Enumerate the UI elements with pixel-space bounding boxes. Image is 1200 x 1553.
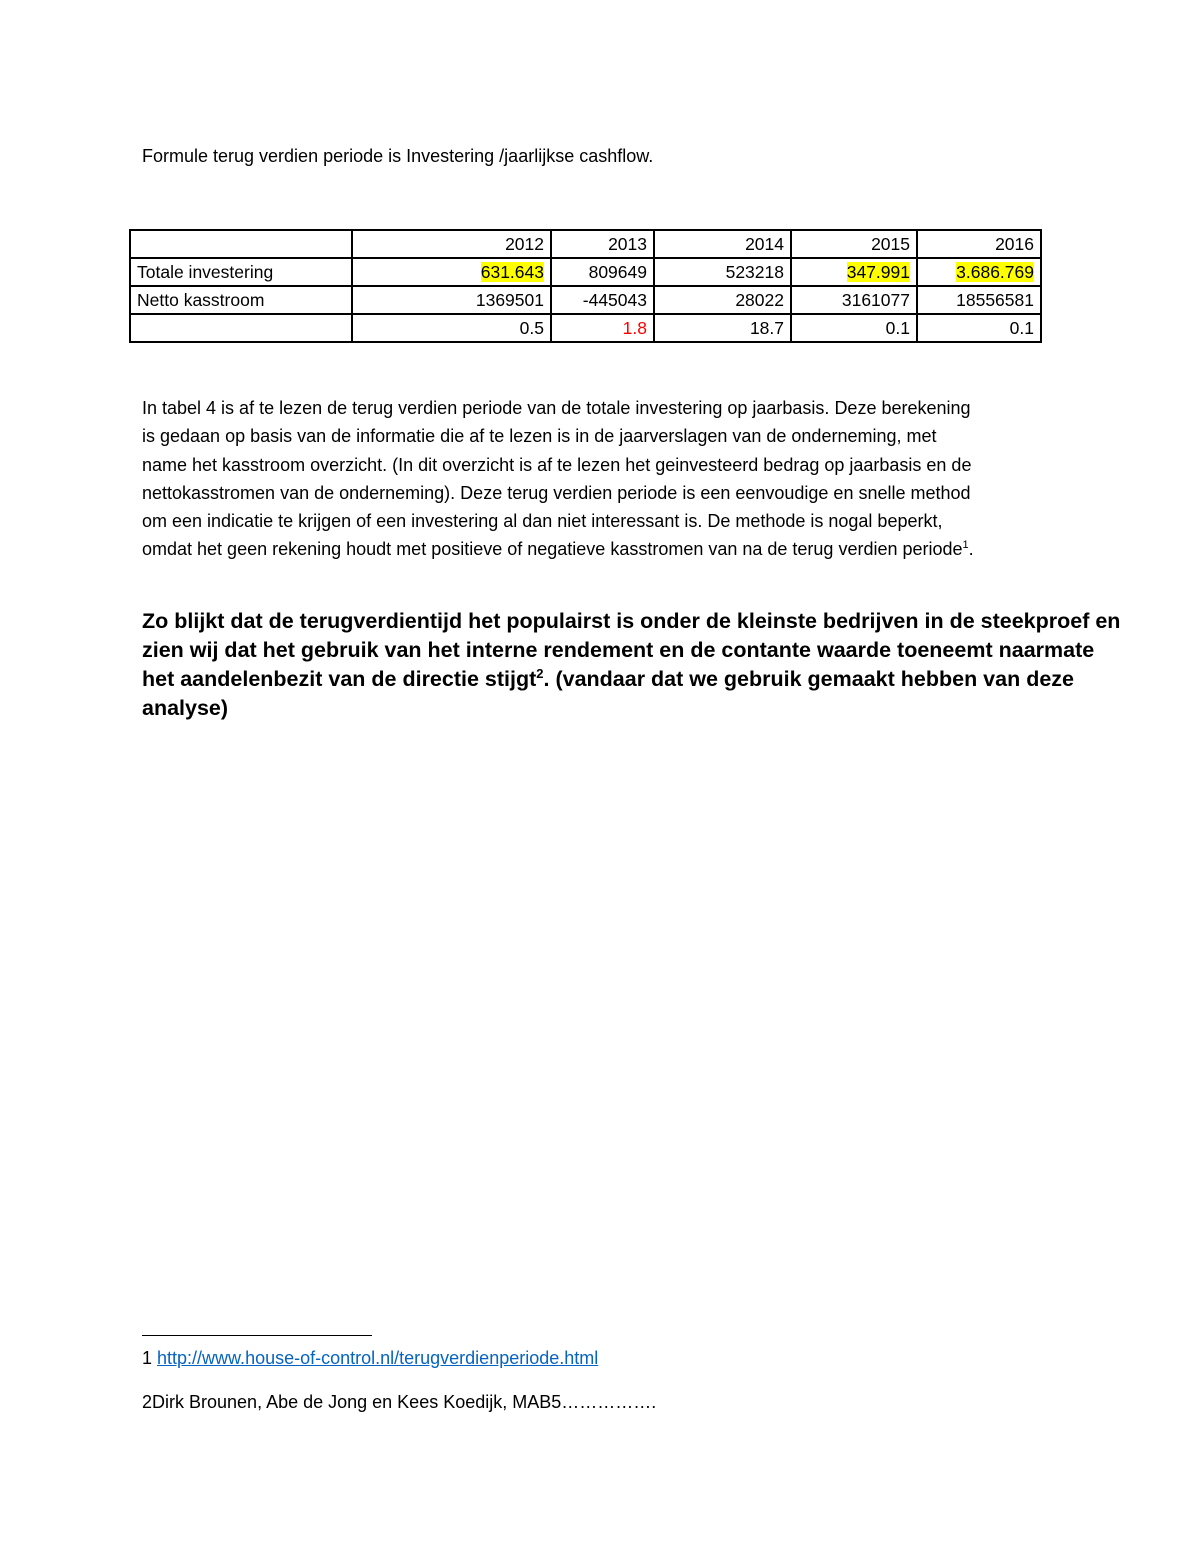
paragraph-line: name het kasstroom overzicht. (In dit overzicht is af te lezen het geinvesteerd bedrag op jaarbasis en de xyxy=(142,454,972,475)
row-label xyxy=(130,314,352,342)
footnote-2 xyxy=(142,1390,656,1414)
table-row xyxy=(130,314,1041,342)
row-label: Netto kasstroom xyxy=(130,286,352,314)
footnote-reference[interactable]: 2 xyxy=(536,665,544,681)
table-header-cell: 2012 xyxy=(352,230,551,258)
table-header-cell: 2015 xyxy=(791,230,917,258)
table-header-cell: 2014 xyxy=(654,230,791,258)
bold-paragraph-line: Zo blijkt dat de terugverdientijd het populairst is onder de kleinste bedrijven in de steekproef en xyxy=(142,609,1121,633)
table-row xyxy=(130,286,1041,314)
table-cell: 28022 xyxy=(654,286,791,314)
table-cell: 1369501 xyxy=(352,286,551,314)
paragraph-line: nettokasstromen van de onderneming). Deze terug verdien periode is een eenvoudige en snelle method xyxy=(142,482,971,503)
table-row xyxy=(130,258,1041,286)
bold-paragraph-text: het aandelenbezit van de directie stijgt xyxy=(142,667,537,691)
footnote-reference[interactable]: 1 xyxy=(962,539,969,552)
table-cell: 3161077 xyxy=(791,286,917,314)
highlighted-value: 347.991 xyxy=(846,262,910,282)
body-paragraph xyxy=(142,394,1062,564)
table-cell: 523218 xyxy=(654,258,791,286)
table-cell: 0.1 xyxy=(917,314,1041,342)
row-label: Totale investering xyxy=(130,258,352,286)
table-cell: 18.7 xyxy=(654,314,791,342)
paragraph-line: In tabel 4 is af te lezen de terug verdien periode van de totale investering op jaarbasis. Deze berekening xyxy=(142,398,971,418)
paragraph-end: . xyxy=(968,539,974,560)
bold-paragraph-line: analyse) xyxy=(142,696,229,720)
table-header-row xyxy=(130,230,1041,258)
table-cell: 0.1 xyxy=(791,314,917,342)
table-cell: 0.5 xyxy=(352,314,551,342)
payback-table xyxy=(129,229,1042,343)
paragraph-line-last xyxy=(142,535,1062,563)
formula-line: Formule terug verdien periode is Investering /jaarlijkse cashflow. xyxy=(142,146,654,166)
table-cell xyxy=(917,258,1041,286)
footnote-text: Dirk Brounen, Abe de Jong en Kees Koedijk, MAB5……………. xyxy=(152,1392,657,1412)
table-cell xyxy=(352,258,551,286)
table-header-cell xyxy=(130,230,352,258)
table-cell: 18556581 xyxy=(917,286,1041,314)
table-header-cell: 2013 xyxy=(551,230,654,258)
footnote-separator xyxy=(142,1335,372,1336)
footnote-1 xyxy=(142,1346,598,1370)
table-cell: -445043 xyxy=(551,286,654,314)
footnote-number: 1 xyxy=(142,1348,153,1368)
footnote-link[interactable]: http://www.house-of-control.nl/terugverdienperiode.html xyxy=(157,1348,599,1368)
table-cell: 1.8 xyxy=(551,314,654,342)
highlighted-value: 631.643 xyxy=(480,262,544,282)
table-header-cell: 2016 xyxy=(917,230,1041,258)
bold-paragraph-text: . (vandaar dat we gebruik gemaakt hebben van deze xyxy=(543,667,1074,691)
paragraph-line: om een indicatie te krijgen of een investering al dan niet interessant is. De methode is nogal beperkt, xyxy=(142,511,943,532)
bold-paragraph xyxy=(142,607,1121,723)
bold-paragraph-line: zien wij dat het gebruik van het interne rendement en de contante waarde toeneemt naarmate xyxy=(142,638,1095,662)
footnote-number: 2 xyxy=(142,1392,153,1412)
paragraph-line: is gedaan op basis van de informatie die af te lezen is in de jaarverslagen van de onderneming, met xyxy=(142,426,937,447)
highlighted-value: 3.686.769 xyxy=(956,262,1034,282)
paragraph-text: omdat het geen rekening houdt met positieve of negatieve kasstromen van na de terug verdien periode xyxy=(142,539,963,560)
bold-paragraph-line xyxy=(142,665,1074,694)
table-cell: 809649 xyxy=(551,258,654,286)
table-cell xyxy=(791,258,917,286)
